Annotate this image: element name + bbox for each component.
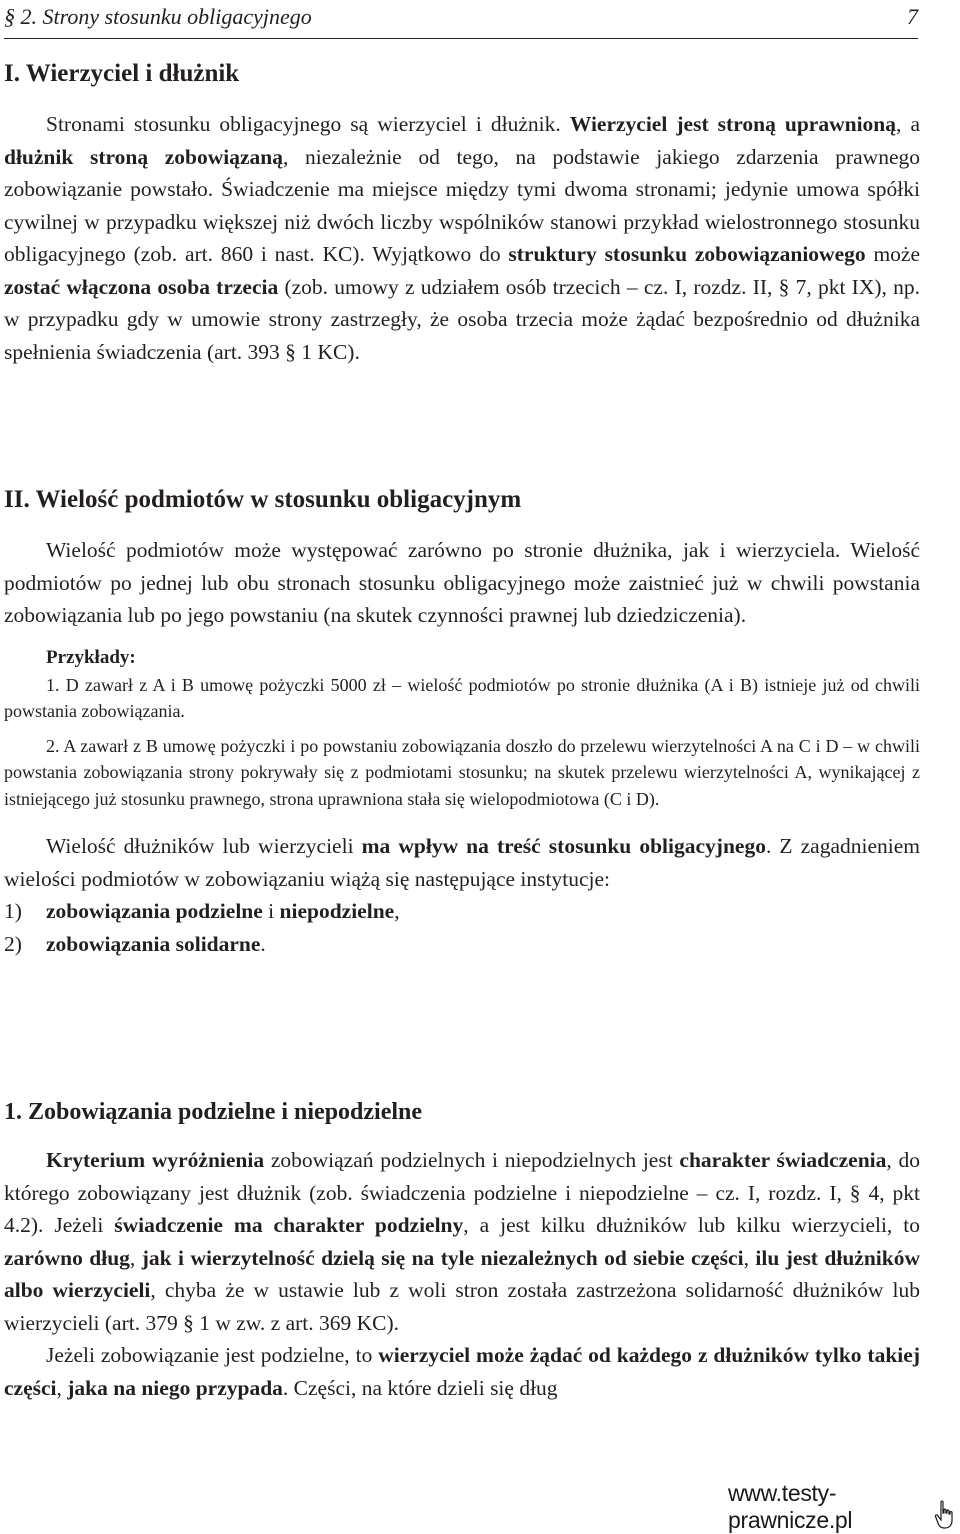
hand-pointer-icon [934,1500,956,1530]
header-section-title: § 2. Strony stosunku obligacyjnego [4,4,312,29]
institutions-list [4,895,920,961]
example-1: 1. D zawarł z A i B umowę pożyczki 5000 zł – wielość podmiotów po stronie dłużnika (A i B) istnieje już od chwili powstania zobowiązania. [4,674,920,721]
section-2-title: II. Wielość podmiotów w stosunku obligacyjnym [4,486,522,513]
section-1-title: I. Wierzyciel i dłużnik [4,60,240,87]
section-1 [4,58,920,368]
subsection-1-paragraph-2: Jeżeli zobowiązanie jest podzielne, to wierzyciel może żądać od każdego z dłużników tylko takiej części, jaka na niego przypada. Części, na które dzieli się dług [4,1343,920,1400]
page-number: 7 [907,4,918,29]
example-2: 2. A zawarł z B umowę pożyczki i po powstaniu zobowiązania doszło do przelewu wierzytelności A na C i D – w chwili powstania zobowiązania strony pokrywały się z podmiotami stosunku; na skutek przelewu wierzytelności A, wynikającej z istniejącego już stosunku prawnego, strona uprawniona stała się wielopodmiotowa (C i D). [4,735,920,809]
section-2-paragraph-2: Wielość dłużników lub wierzycieli ma wpływ na treść stosunku obligacyjnego. Z zagadnieniem wielości podmiotów w zobowiązaniu wiążą się następujące instytucje: [4,834,920,891]
subsection-1 [4,1096,920,1404]
examples-label: Przykłady: [46,646,136,668]
running-header [4,2,918,39]
list-item: 2) zobowiązania solidarne. [4,932,266,956]
section-2-paragraph: Wielość podmiotów może występować zarówno po stronie dłużnika, jak i wierzyciela. Wielość podmiotów po jednej lub obu stronach stosunku obligacyjnego może zaistnieć już w chwili powstania zobowiązania lub po jego powstaniu (na skutek czynności prawnej lub dziedziczenia). [4,538,920,627]
section-2 [4,484,920,961]
subsection-1-title: 1. Zobowiązania podzielne i niepodzielne [4,1099,423,1125]
subsection-1-paragraph-1: Kryterium wyróżnienia zobowiązań podzielnych i niepodzielnych jest charakter świadczenia, do którego zobowiązany jest dłużnik (zob. świadczenia podzielne i niepodzielne – cz. I, rozdz. I, § 4, pkt 4.2). Jeżeli świadczenie ma charakter podzielny, a jest kilku dłużników lub kilku wierzycieli, to zarówno dług, jak i wierzytelność dzielą się na tyle niezależnych od siebie części, ilu jest dłużników albo wierzycieli, chyba że w ustawie lub z woli stron została zastrzeżona solidarność dłużników lub wierzycieli (art. 379 § 1 w zw. z art. 369 KC). [4,1148,921,1335]
section-1-paragraph: Stronami stosunku obligacyjnego są wierzyciel i dłużnik. Wierzyciel jest stroną uprawnioną, a dłużnik stroną zobowiązaną, niezależnie od tego, na podstawie jakiego zdarzenia prawnego zobowiązanie powstało. Świadczenie ma miejsce między tymi dwoma stronami; jedynie umowa spółki cywilnej w przypadku większej niż dwóch liczby wspólników stanowi przykład wielostronnego stosunku obligacyjnego (zob. art. 860 i nast. KC). Wyjątkowo do struktury stosunku zobowiązaniowego może zostać włączona osoba trzecia (zob. umowy z udziałem osób trzecich – cz. I, rozdz. II, § 7, pkt IX), np. w przypadku gdy w umowie strony zastrzegły, że osoba trzecia może żądać bezpośrednio od dłużnika spełnienia świadczenia (art. 393 § 1 KC). [4,112,921,364]
website-logo[interactable]: www.testy-prawnicze.pl [728,1480,853,1533]
list-item: 1) zobowiązania podzielne i niepodzielne, [4,899,400,923]
